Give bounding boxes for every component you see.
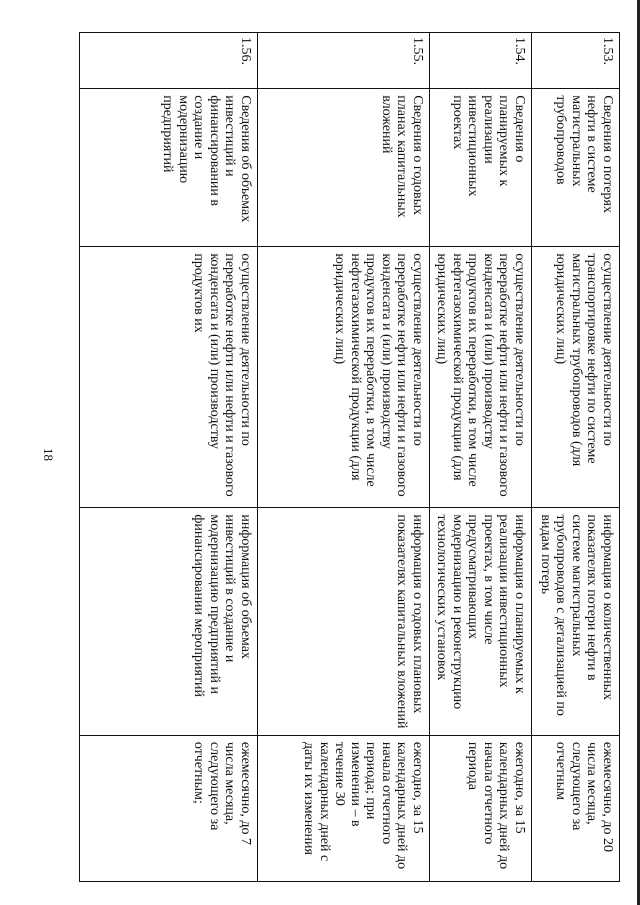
rotated-table-content bbox=[80, 32, 620, 882]
row-number: 1.53. bbox=[532, 33, 620, 89]
report-content: информация о количественных показателях потери нефти в системе магистральных трубопроводов с детализацией по видам потерь bbox=[532, 508, 620, 736]
report-period: ежемесячно, до 7 числа месяца, следующего за отчетным; bbox=[80, 735, 258, 881]
report-period: ежегодно, за 15 календарных дней до начала отчетного периода bbox=[430, 735, 532, 881]
row-number: 1.55. bbox=[258, 33, 430, 89]
report-name: Сведения о планируемых к реализации инвестиционных проектах bbox=[430, 89, 532, 247]
table-row bbox=[80, 33, 258, 882]
reporting-entity: осуществление деятельности по переработке нефти или нефти и газового конденсата и (или) производству продуктов их переработки, в том числе нефтегазохимической продукции (для юридических лиц) bbox=[258, 247, 430, 508]
reporting-entity: осуществление деятельности по переработке нефти или нефти и газового конденсата и (или) производству продуктов их переработки, в том числе нефтегазохимической продукции (для юридических лиц) bbox=[430, 247, 532, 508]
report-content: информация о годовых плановых показателях капитальных вложений bbox=[258, 508, 430, 736]
report-name: Сведения о потерях нефти в системе магистральных трубопроводов bbox=[532, 89, 620, 247]
report-content: информация о планируемых к реализации инвестиционных проектах, в том числе предусматривающих модернизацию и реконструкцию технологических установок bbox=[430, 508, 532, 736]
reporting-entity: осуществление деятельности по переработке нефти или нефти и газового конденсата и (или) производству продуктов их bbox=[80, 247, 258, 508]
table-row bbox=[532, 33, 620, 882]
reporting-table bbox=[79, 32, 620, 882]
rotated-table-frame bbox=[80, 32, 640, 870]
row-number: 1.56. bbox=[80, 33, 258, 89]
row-number: 1.54. bbox=[430, 33, 532, 89]
report-content: информация об объемах инвестиций в создание и модернизацию предприятий и финансировании мероприятий bbox=[80, 508, 258, 736]
report-period: ежегодно, за 15 календарных дней до начала отчетного периода; при изменении – в течение 30 календарных дней с даты их изменения bbox=[258, 735, 430, 881]
page-number: 18 bbox=[41, 448, 56, 461]
table-row bbox=[258, 33, 430, 882]
report-name: Сведения об объемах инвестиций и финансировании в создание и модернизацию предприятий bbox=[80, 89, 258, 247]
reporting-entity: осуществление деятельности по транспортировке нефти по системе магистральных трубопроводов (для юридических лиц) bbox=[532, 247, 620, 508]
table-row bbox=[430, 33, 532, 882]
report-name: Сведения о годовых планах капитальных вложений bbox=[258, 89, 430, 247]
report-period: ежемесячно, до 20 числа месяца, следующего за отчетным bbox=[532, 735, 620, 881]
